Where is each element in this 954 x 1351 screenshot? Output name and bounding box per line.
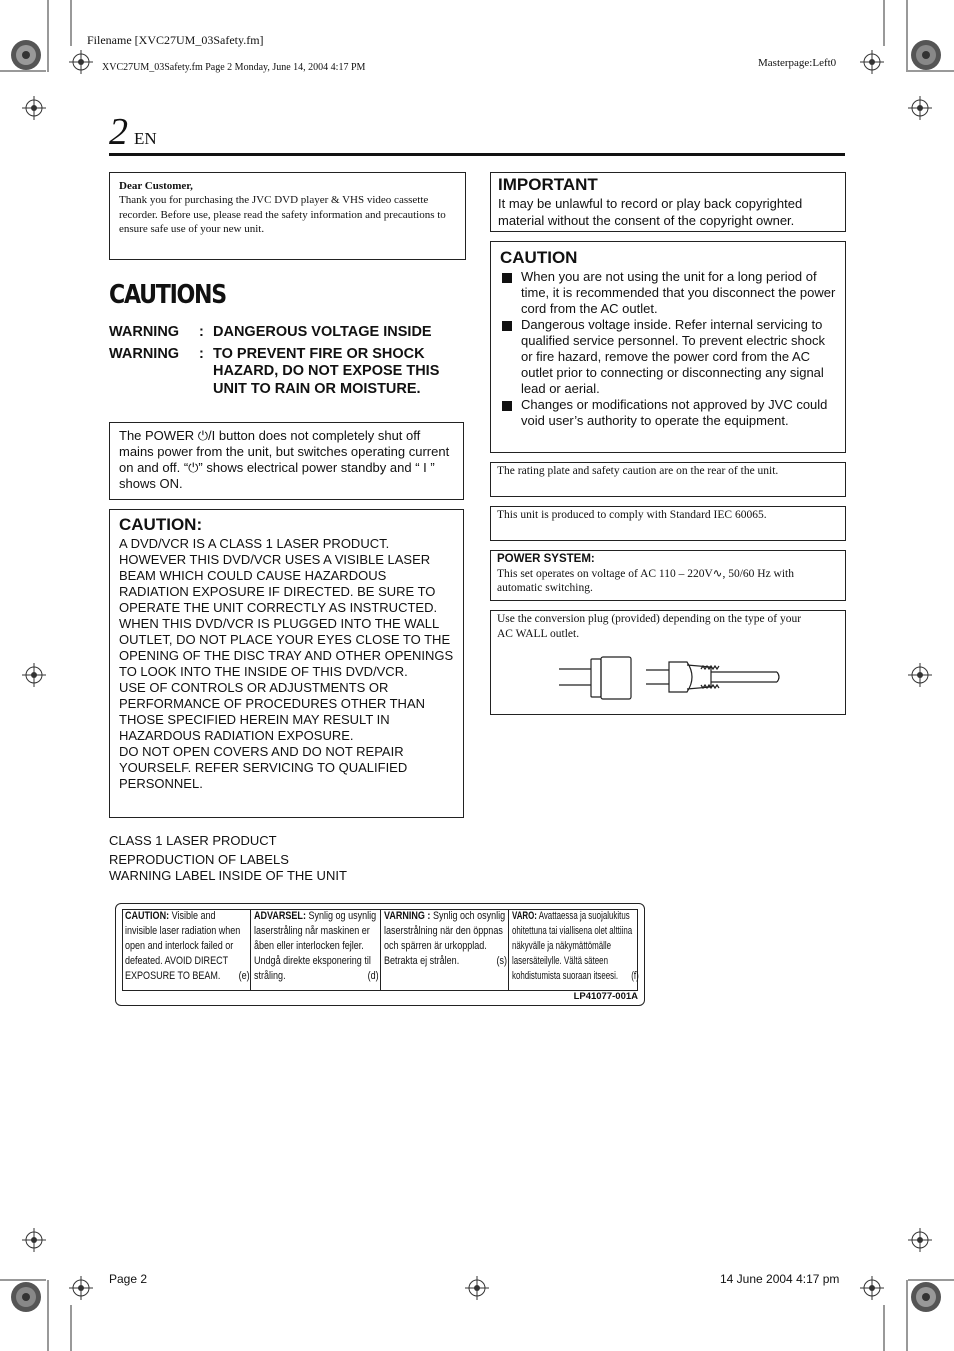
- caution-item: [500, 317, 836, 397]
- warning-text: DANGEROUS VOLTAGE INSIDE: [213, 324, 432, 340]
- power-note-text: The POWER ⏻/I button does not completely shut off mains power from the unit, but switches operating current on and off. “⏻” shows electrical power standby and “ I ” shows ON.: [119, 428, 450, 491]
- warning-label: WARNING: [109, 345, 180, 362]
- laser-caution-title: CAUTION:: [119, 515, 203, 534]
- iec-note-text: This unit is produced to comply with Standard IEC 60065.: [497, 509, 767, 521]
- header-fileinfo: XVC27UM_03Safety.fm Page 2 Monday, June 14, 2004 4:17 PM: [102, 62, 366, 73]
- cell-code: (d): [367, 970, 379, 982]
- important-text: It may be unlawful to record or play back copyrighted material without the consent of the copyright owner.: [498, 196, 803, 228]
- warning-label-cell: [125, 909, 250, 987]
- caution-item: [500, 397, 836, 429]
- cell-code: (e): [238, 970, 250, 982]
- caution-box: [490, 241, 846, 453]
- footer-date: 14 June 2004 4:17 pm: [720, 1272, 840, 1286]
- cell-divider: [508, 909, 509, 991]
- cell-divider: [380, 909, 381, 991]
- bullet-square-icon: [502, 321, 512, 331]
- cell-code: (s): [496, 955, 507, 967]
- warning-sep: :: [199, 324, 204, 340]
- power-system-title: POWER SYSTEM:: [497, 553, 595, 565]
- warning-sep: :: [199, 345, 204, 362]
- cell-text: Synlig og usynlig laserstråling når maskinen er åben eller interlocken fejler. Undgå direkte eksponering til stråling.: [254, 910, 377, 982]
- page-number: 2: [109, 111, 128, 153]
- laser-caution-box: [109, 509, 464, 818]
- warning-label-image: [115, 903, 645, 1006]
- power-system-text: This set operates on voltage of AC 110 – 220V∿, 50/60 Hz with automatic switching.: [497, 567, 794, 594]
- footer-page: Page 2: [109, 1272, 148, 1286]
- cell-text: Visible and invisible laser radiation when open and interlock failed or defeated. AVOID DIRECT EXPOSURE TO BEAM.: [125, 910, 241, 982]
- cautions-title: CAUTIONS: [109, 280, 226, 310]
- warning-text: TO PREVENT FIRE OR SHOCK HAZARD, DO NOT EXPOSE THIS UNIT TO RAIN OR MOISTURE.: [213, 345, 440, 397]
- warning-label: WARNING: [109, 324, 180, 340]
- caution-item-text: When you are not using the unit for a long period of time, it is recommended that you disconnect the power cord from the AC outlet.: [521, 269, 836, 316]
- conversion-plug-box: [490, 610, 846, 715]
- class-label-text: [109, 833, 347, 884]
- header-filename: Filename [XVC27UM_03Safety.fm]: [87, 33, 264, 47]
- conversion-plug-icon: [551, 653, 791, 703]
- page-heading: [109, 112, 157, 152]
- dear-customer-title: Dear Customer,: [119, 180, 193, 192]
- iec-note-box: [490, 506, 846, 541]
- power-system-box: [490, 550, 846, 601]
- laser-caution-paragraph: A DVD/VCR IS A CLASS 1 LASER PRODUCT. HOWEVER THIS DVD/VCR USES A VISIBLE LASER BEAM WHICH COULD CAUSE HAZARDOUS RADIATION EXPOSURE IF DIRECTED. BE SURE TO OPERATE THE UNIT CORRECTLY AS INSTRUCTED. WHEN THIS DVD/VCR IS PLUGGED INTO THE WALL OUTLET, DO NOT PLACE YOUR EYES CLOSE TO THE OPENING OF THE DISC TRAY AND OTHER OPENINGS TO LOOK INTO THE INSIDE OF THIS DVD/VCR.: [119, 536, 454, 679]
- class-line: WARNING LABEL INSIDE OF THE UNIT: [109, 868, 347, 883]
- rating-plate-text: The rating plate and safety caution are on the rear of the unit.: [497, 465, 779, 477]
- heading-rule: [109, 153, 845, 156]
- warning-label-cell: [254, 909, 379, 987]
- laser-caution-paragraph: DO NOT OPEN COVERS AND DO NOT REPAIR YOURSELF. REFER SERVICING TO QUALIFIED PERSONNEL.: [119, 744, 408, 791]
- dear-customer-box: [109, 172, 466, 260]
- power-note-box: [109, 422, 464, 500]
- cell-divider: [250, 909, 251, 991]
- cell-head: VARO:: [512, 910, 537, 922]
- rating-plate-box: [490, 462, 846, 497]
- cell-text: Avattaessa ja suojalukitus ohitettuna tai viallisena olet alttiina näkyvälle ja näkymättömälle lasersäteilylle. Vältä säteen kohdistumista suoraan itseesi.: [512, 910, 633, 982]
- warning-label-cell: [384, 909, 507, 987]
- dear-customer-text: Thank you for purchasing the JVC DVD player & VHS video cassette recorder. Before use, please read the safety information and precautions to ensure safe use of your new unit.: [119, 194, 446, 235]
- conversion-plug-text: Use the conversion plug (provided) depending on the type of your AC WALL outlet.: [497, 613, 802, 640]
- caution-item: [500, 269, 836, 317]
- caution-item-text: Changes or modifications not approved by JVC could void user’s authority to operate the equipment.: [521, 397, 828, 428]
- page-lang: EN: [134, 129, 157, 148]
- warning-label-cell: [512, 909, 639, 987]
- bullet-square-icon: [502, 273, 512, 283]
- cell-head: CAUTION:: [125, 910, 170, 922]
- caution-item-text: Dangerous voltage inside. Refer internal servicing to qualified service personnel. To prevent electric shock or fire hazard, remove the power cord from the AC outlet prior to connecting or disconnecting any signal lead or aerial.: [521, 317, 825, 396]
- important-title: IMPORTANT: [498, 175, 598, 194]
- bullet-square-icon: [502, 401, 512, 411]
- warnings: [109, 324, 469, 398]
- class-line: CLASS 1 LASER PRODUCT: [109, 833, 277, 848]
- cell-text: Synlig och osynlig laserstrålning när den öppnas och spärren är urkopplad. Betrakta ej strålen.: [384, 910, 506, 967]
- laser-caution-paragraph: USE OF CONTROLS OR ADJUSTMENTS OR PERFORMANCE OF PROCEDURES OTHER THAN THOSE SPECIFIED HEREIN MAY RESULT IN HAZARDOUS RADIATION EXPOSURE.: [119, 680, 426, 743]
- class-line: REPRODUCTION OF LABELS: [109, 852, 289, 867]
- cell-head: VARNING :: [384, 910, 431, 922]
- caution-title: CAUTION: [500, 248, 578, 267]
- important-box: [490, 172, 846, 232]
- label-part-number: LP41077-001A: [573, 991, 638, 1002]
- cell-head: ADVARSEL:: [254, 910, 306, 922]
- cell-code: (f): [631, 970, 639, 982]
- header-masterpage: Masterpage:Left0: [758, 57, 837, 69]
